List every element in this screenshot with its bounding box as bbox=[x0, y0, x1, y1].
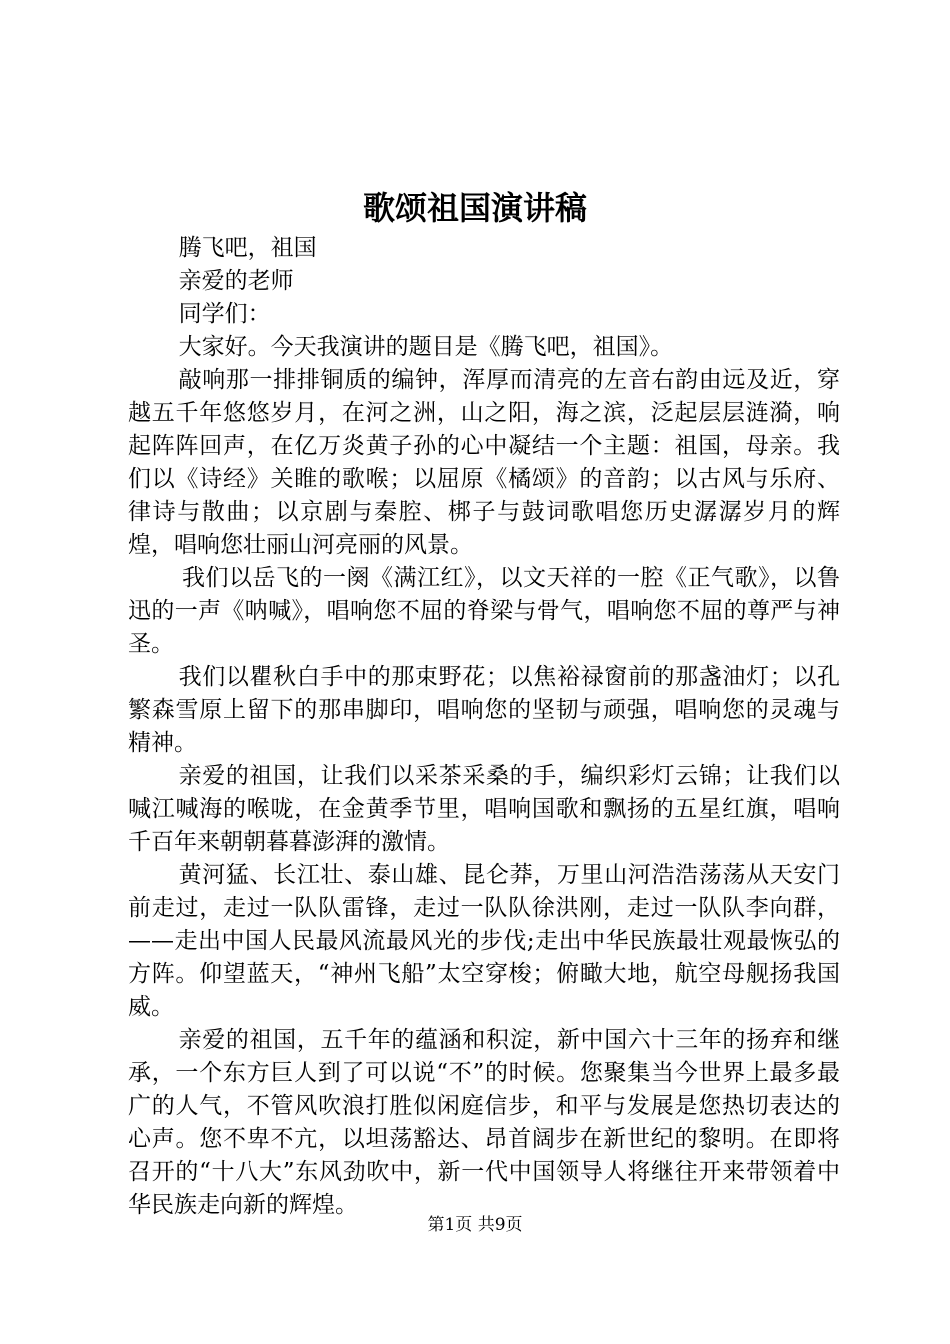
paragraph-greeting: 大家好。今天我演讲的题目是《腾飞吧，祖国》。 bbox=[178, 334, 674, 360]
paragraph-rivers-mountains: 黄河猛、长江壮、泰山雄、昆仑莽，万里山河浩浩荡荡从天安门前走过，走过一队队雷锋，走过一队队徐洪刚，走过一队队李向群，——走出中国人民最风流最风光的步伐;走出中华民族最壮观最恢弘的方阵。仰望蓝天，“神州飞船”太空穿梭；俯瞰大地，航空母舰扬我国威。 bbox=[128, 862, 840, 1020]
page-number-footer: 第1页 共9页 bbox=[427, 1215, 523, 1235]
document-body bbox=[128, 232, 840, 1222]
paragraph-new-era: 亲爱的祖国，五千年的蕴涵和积淀，新中国六十三年的扬弃和继承，一个东方巨人到了可以说“不”的时候。您聚集当今世界上最多最广的人气，不管风吹浪打胜似闲庭信步，和平与发展是您热切表达的心声。您不卑不亢，以坦荡豁达、昂首阔步在新世纪的黎明。在即将召开的“十八大”东风劲吹中，新一代中国领导人将继往开来带领着中华民族走向新的辉煌。 bbox=[128, 1027, 840, 1218]
salutation-students: 同学们： bbox=[178, 301, 271, 327]
speech-subtitle: 腾飞吧，祖国 bbox=[178, 235, 317, 261]
paragraph-bells: 敲响那一排排铜质的编钟，浑厚而清亮的左音右韵由远及近，穿越五千年悠悠岁月，在河之洲，山之阳，海之滨，泛起层层涟漪，响起阵阵回声，在亿万炎黄子孙的心中凝结一个主题：祖国，母亲。我们以《诗经》关睢的歌喉；以屈原《橘颂》的音韵；以古风与乐府、律诗与散曲；以京剧与秦腔、梆子与鼓词歌唱您历史潺潺岁月的辉煌，唱响您壮丽山河亮丽的风景。 bbox=[128, 367, 840, 558]
paragraph-heroes: 我们以岳飞的一阕《满江红》，以文天祥的一腔《正气歌》，以鲁迅的一声《呐喊》，唱响您不屈的脊梁与骨气，唱响您不屈的尊严与神圣。 bbox=[128, 565, 840, 657]
paragraph-dear-motherland: 亲爱的祖国，让我们以采茶采桑的手，编织彩灯云锦；让我们以喊江喊海的喉咙，在金黄季节里，唱响国歌和飘扬的五星红旗，唱响千百年来朝朝暮暮澎湃的激情。 bbox=[128, 763, 840, 855]
salutation-teachers: 亲爱的老师 bbox=[178, 268, 294, 294]
paragraph-spirit: 我们以瞿秋白手中的那束野花；以焦裕禄窗前的那盏油灯；以孔繁森雪原上留下的那串脚印，唱响您的坚韧与顽强，唱响您的灵魂与精神。 bbox=[128, 664, 840, 756]
document-title: 歌颂祖国演讲稿 bbox=[362, 189, 587, 227]
